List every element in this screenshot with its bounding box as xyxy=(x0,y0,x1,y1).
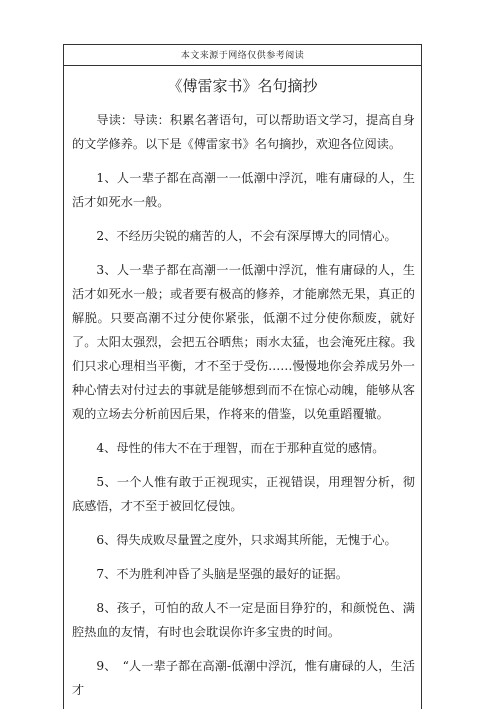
source-note: 本文来源于网络仅供参考阅读 xyxy=(180,51,305,61)
quote-paragraph: 5、一个人惟有敢于正视现实，正视错误，用理智分析，彻底感悟，才不至于被回忆侵蚀。 xyxy=(72,475,415,513)
article-body xyxy=(72,108,415,712)
document-frame xyxy=(63,44,422,709)
page-title: 《傅雷家书》名句摘抄 xyxy=(167,77,318,95)
intro-paragraph: 导读：导读：积累名著语句，可以帮助语文学习，提高自身的文学修养。以下是《傅雷家书》名句摘抄，欢迎各位阅读。 xyxy=(72,113,415,151)
quote-paragraph: 7、不为胜利冲昏了头脑是坚强的最好的证据。 xyxy=(96,567,348,581)
quote-paragraph: 8、孩子，可怕的敌人不一定是面目狰狞的，和颜悦色、满腔热血的友情，有时也会耽误你许多宝贵的时间。 xyxy=(72,601,415,639)
quote-paragraph: 1、人一辈子都在高潮一一低潮中浮沉，唯有庸碌的人，生活才如死水一般。 xyxy=(72,171,415,209)
quote-paragraph: 9、 “人一辈子都在高潮-低潮中浮沉，惟有庸碌的人，生活才 xyxy=(72,659,415,697)
quote-paragraph: 6、得失成败尽量置之度外，只求竭其所能，无愧于心。 xyxy=(96,533,397,547)
quote-paragraph: 2、不经历尖锐的痛苦的人，不会有深厚博大的同情心。 xyxy=(96,229,397,243)
header-divider xyxy=(64,65,421,66)
quote-paragraph: 4、母性的伟大不在于理智，而在于那种直觉的感情。 xyxy=(96,441,385,455)
quote-paragraph: 3、人一辈子都在高潮一一低潮中浮沉，惟有庸碌的人，生活才如死水一般；或者要有极高的修养，才能廓然无果，真正的解脱。只要高潮不过分使你紧张，低潮不过分使你颓废，就好了。太阳太强烈，会把五谷晒焦；雨水太猛，也会淹死庄稼。我们只求心理相当平衡，才不至于受伤……慢慢地你会养成另外一种心情去对付过去的事就是能够想到而不在惊心动魄，能够从客观的立场去分析前因后果，作将来的借鉴，以免重蹈覆辙。 xyxy=(72,263,415,421)
